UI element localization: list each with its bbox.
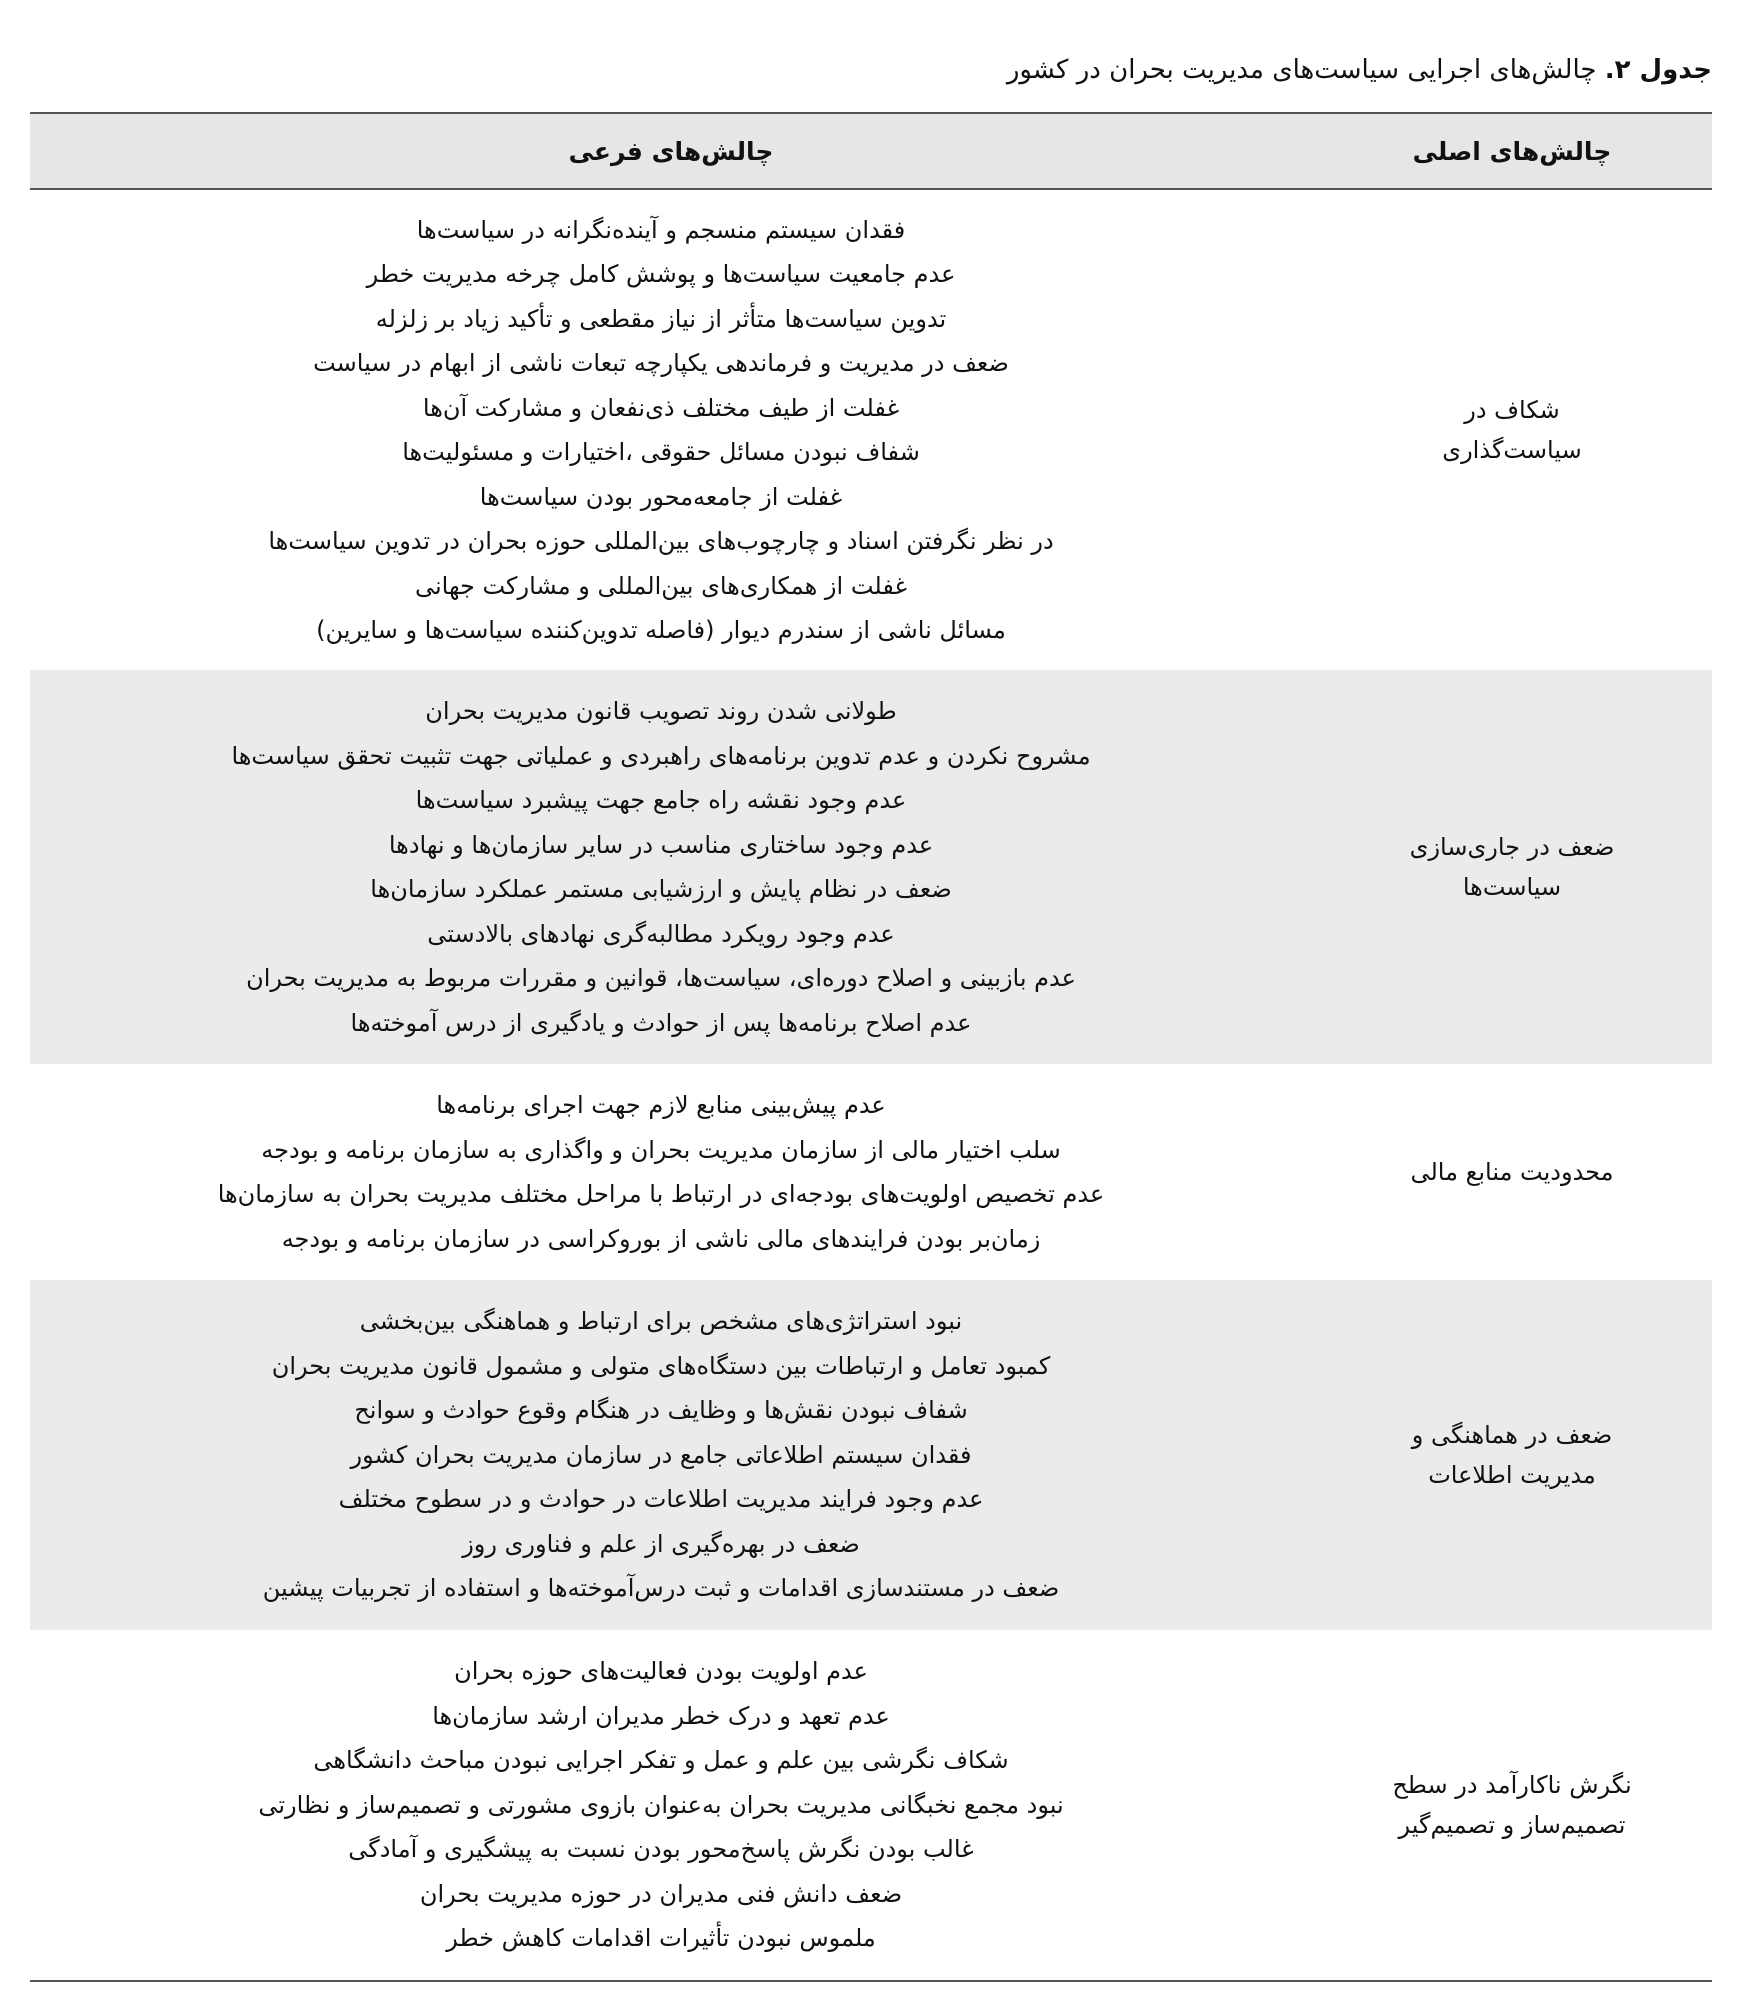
sub-challenge-item: عدم جامعیت سیاست‌ها و پوشش کامل چرخه مدیریت خطر [366, 260, 956, 288]
sub-challenge-item: مشروح نکردن و عدم تدوین برنامه‌های راهبردی و عملیاتی جهت تثبیت تحقق سیاست‌ها [231, 741, 1091, 770]
sub-challenges-list [90, 208, 1232, 653]
sub-challenge-item: فقدان سیستم منسجم و آینده‌نگرانه در سیاست‌ها [416, 215, 906, 244]
sub-challenge-item: فقدان سیستم اطلاعاتی جامع در سازمان مدیریت بحران کشور [350, 1440, 972, 1469]
sub-challenge-item: عدم تعهد و درک خطر مدیران ارشد سازمان‌ها [432, 1701, 890, 1730]
sub-challenge-item: طولانی شدن روند تصویب قانون مدیریت بحران [425, 697, 897, 725]
sub-challenge-item: عدم اولویت بودن فعالیت‌های حوزه بحران [454, 1657, 868, 1686]
header-main-challenges: چالش‌های اصلی [1312, 113, 1712, 189]
sub-challenges-cell [30, 1064, 1312, 1280]
main-challenge-line: محدودیت منابع مالی [1410, 1158, 1614, 1186]
sub-challenge-item: غفلت از همکاری‌های بین‌المللی و مشارکت جهانی [414, 571, 908, 600]
sub-challenge-item: غفلت از طیف مختلف ذی‌نفعان و مشارکت آن‌ها [422, 393, 900, 422]
main-challenge-line: تصمیم‌ساز و تصمیم‌گیر [1398, 1811, 1626, 1839]
main-challenge-line: سیاست‌ها [1462, 873, 1562, 901]
sub-challenge-item: عدم وجود نقشه راه جامع جهت پیشبرد سیاست‌ها [415, 786, 907, 814]
caption-text: چالش‌های اجرایی سیاست‌های مدیریت بحران در کشور [1006, 55, 1605, 85]
sub-challenge-item: ملموس نبودن تأثیرات اقدامات کاهش خطر [446, 1924, 876, 1953]
table-row [30, 1064, 1712, 1280]
sub-challenges-list [90, 689, 1232, 1045]
main-challenge-cell [1312, 670, 1712, 1064]
sub-challenge-item: ضعف در مستندسازی اقدامات و ثبت درس‌آموخته‌ها و استفاده از تجربیات پیشین [262, 1574, 1060, 1603]
sub-challenge-item: سلب اختیار مالی از سازمان مدیریت بحران و واگذاری به سازمان برنامه و بودجه [261, 1135, 1061, 1164]
sub-challenge-item: شفاف نبودن نقش‌ها و وظایف در هنگام وقوع حوادث و سوانح [354, 1396, 968, 1425]
main-challenge-cell [1312, 1064, 1712, 1280]
table-row [30, 189, 1712, 670]
sub-challenges-cell [30, 189, 1312, 670]
sub-challenge-item: عدم وجود رویکرد مطالبه‌گری نهادهای بالادستی [427, 919, 895, 948]
sub-challenge-item: کمبود تعامل و ارتباطات بین دستگاه‌های متولی و مشمول قانون مدیریت بحران [271, 1351, 1051, 1380]
sub-challenge-item: عدم پیش‌بینی منابع لازم جهت اجرای برنامه‌ها [436, 1091, 886, 1119]
table-caption [30, 50, 1712, 90]
sub-challenge-item: ضعف در بهره‌گیری از علم و فناوری روز [462, 1529, 860, 1558]
sub-challenge-item: غفلت از جامعه‌محور بودن سیاست‌ها [479, 482, 843, 511]
sub-challenge-item: عدم تخصیص اولویت‌های بودجه‌ای در ارتباط با مراحل مختلف مدیریت بحران به سازمان‌ها [217, 1180, 1105, 1208]
sub-challenge-item: نبود استراتژی‌های مشخص برای ارتباط و هماهنگی بین‌بخشی [359, 1307, 963, 1336]
sub-challenge-item: عدم وجود ساختاری مناسب در سایر سازمان‌ها و نهادها [388, 830, 934, 859]
main-challenge-line: مدیریت اطلاعات [1428, 1461, 1596, 1489]
challenges-table [30, 112, 1712, 1982]
sub-challenge-item: ضعف دانش فنی مدیران در حوزه مدیریت بحران [419, 1879, 903, 1908]
main-challenge-cell [1312, 1630, 1712, 1981]
sub-challenge-item: ضعف در مدیریت و فرماندهی یکپارچه تبعات ناشی از ابهام در سیاست [313, 349, 1009, 377]
caption-label: جدول ۲. [1604, 55, 1712, 85]
sub-challenges-cell [30, 1630, 1312, 1981]
sub-challenges-list [90, 1299, 1232, 1611]
sub-challenge-item: در نظر نگرفتن اسناد و چارچوب‌های بین‌المللی حوزه بحران در تدوین سیاست‌ها [268, 527, 1054, 555]
header-row [30, 113, 1712, 189]
table-row [30, 670, 1712, 1064]
sub-challenge-item: عدم اصلاح برنامه‌ها پس از حوادث و یادگیری از درس آموخته‌ها [350, 1008, 972, 1037]
table-row [30, 1280, 1712, 1630]
main-challenge-cell [1312, 189, 1712, 670]
sub-challenge-item: مسائل ناشی از سندرم دیوار (فاصله تدوین‌کننده سیاست‌ها و سایرین) [316, 616, 1006, 644]
sub-challenge-item: عدم وجود فرایند مدیریت اطلاعات در حوادث و در سطوح مختلف [338, 1485, 984, 1514]
sub-challenge-item: غالب بودن نگرش پاسخ‌محور بودن نسبت به پیشگیری و آمادگی [348, 1835, 974, 1864]
sub-challenge-item: عدم بازبینی و اصلاح دوره‌ای، سیاست‌ها، قوانین و مقررات مربوط به مدیریت بحران [246, 964, 1076, 992]
main-challenge-cell [1312, 1280, 1712, 1630]
sub-challenge-item: ضعف در نظام پایش و ارزشیابی مستمر عملکرد سازمان‌ها [370, 875, 952, 903]
main-challenge-line: ضعف در جاری‌سازی [1409, 833, 1615, 861]
header-sub-challenges: چالش‌های فرعی [30, 113, 1312, 189]
sub-challenges-cell [30, 670, 1312, 1064]
sub-challenges-list [90, 1649, 1232, 1961]
sub-challenge-item: شفاف نبودن مسائل حقوقی ،اختیارات و مسئولیت‌ها [402, 438, 920, 466]
main-challenge-line: شکاف در [1464, 396, 1560, 424]
main-challenge-line: سیاست‌گذاری [1442, 436, 1582, 464]
sub-challenge-item: زمان‌بر بودن فرایندهای مالی ناشی از بوروکراسی در سازمان برنامه و بودجه [281, 1224, 1041, 1253]
sub-challenge-item: تدوین سیاست‌ها متأثر از نیاز مقطعی و تأکید زیاد بر زلزله [375, 304, 947, 333]
table-row [30, 1630, 1712, 1981]
main-challenge-line: نگرش ناکارآمد در سطح [1392, 1771, 1632, 1799]
sub-challenge-item: شکاف نگرشی بین علم و عمل و تفکر اجرایی نبودن مباحث دانشگاهی [313, 1746, 1009, 1775]
main-challenge-line: ضعف در هماهنگی و [1411, 1421, 1613, 1449]
sub-challenges-cell [30, 1280, 1312, 1630]
sub-challenge-item: نبود مجمع نخبگانی مدیریت بحران به‌عنوان بازوی مشورتی و تصمیم‌ساز و نظارتی [258, 1790, 1064, 1819]
sub-challenges-list [90, 1083, 1232, 1261]
